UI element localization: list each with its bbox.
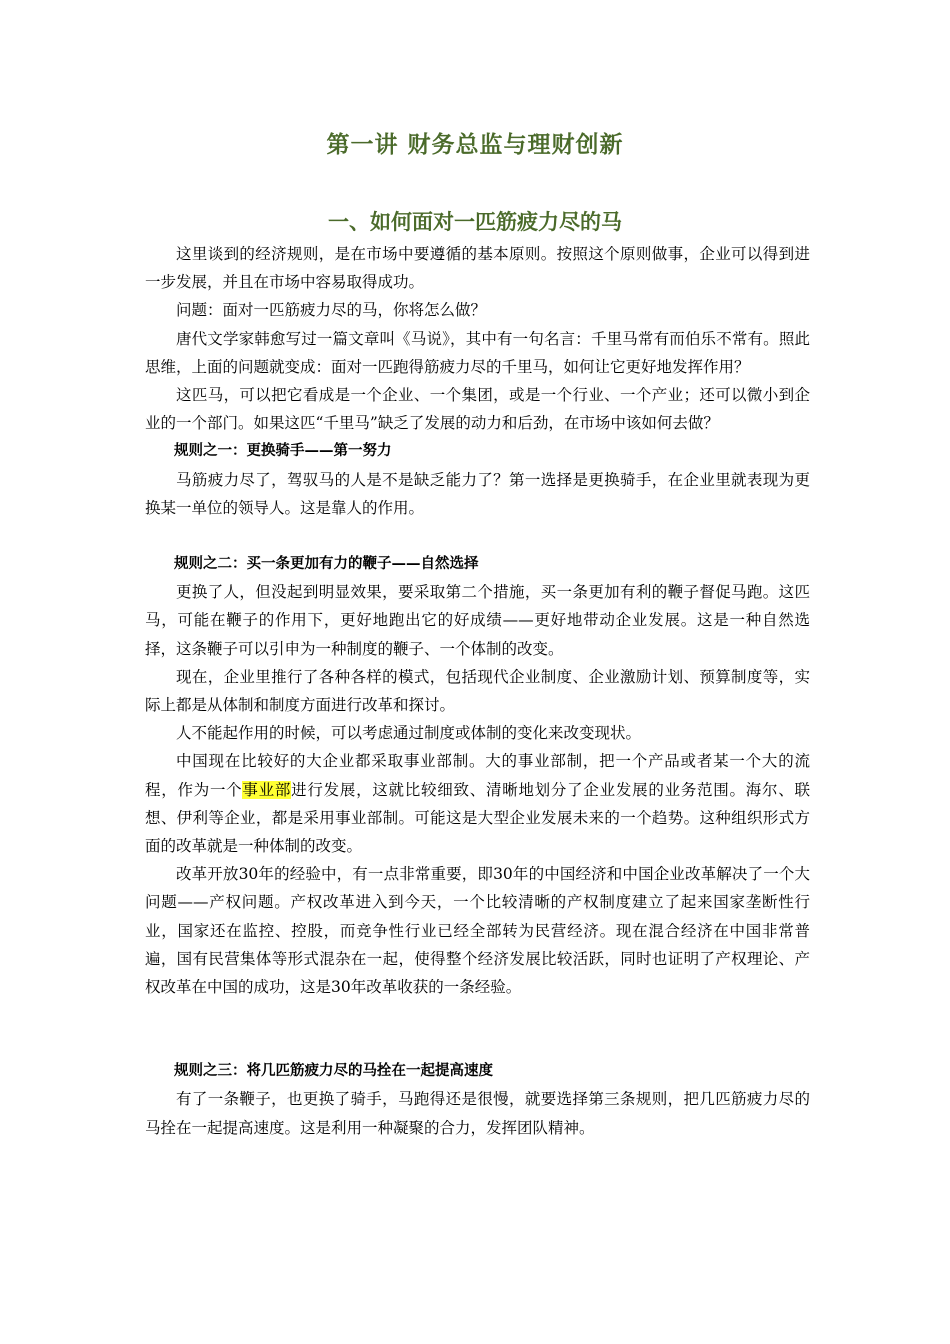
rule-heading-2: 规则之二：买一条更加有力的鞭子——自然选择 xyxy=(174,556,479,573)
paragraph: 人不能起作用的时候，可以考虑通过制度或体制的变化来改变现状。 xyxy=(176,724,642,743)
paragraph: 这匹马，可以把它看成是一个企业、一个集团，或是一个行业、一个产业；还可以微小到企业的一个部门。如果这匹“千里马”缺乏了发展的动力和后劲，在市场中该如何去做？ xyxy=(145,386,810,433)
paragraph: 马筋疲力尽了，驾驭马的人是不是缺乏能力了？第一选择是更换骑手，在企业里就表现为更换某一单位的领导人。这是靠人的作用。 xyxy=(145,470,810,517)
paragraph: 改革开放30年的经验中，有一点非常重要，即30年的中国经济和中国企业改革解决了一个大问题——产权问题。产权改革进入到今天，一个比较清晰的产权制度建立了起来国家垄断性行业，国家还在监控、控股，而竞争性行业已经全部转为民营经济。现在混合经济在中国非常普遍，国有民营集体等形式混杂在一起，使得整个经济发展比较活跃，同时也证明了产权理论、产权改革在中国的成功，这是30年改革收获的一条经验。 xyxy=(145,865,810,997)
section-heading: 一、如何面对一匹筋疲力尽的马 xyxy=(328,210,622,234)
document-title: 第一讲 财务总监与理财创新 xyxy=(326,132,624,158)
paragraph xyxy=(145,747,810,860)
paragraph: 唐代文学家韩愈写过一篇文章叫《马说》，其中有一句名言：千里马常有而伯乐不常有。照此思维，上面的问题就变成：面对一匹跑得筋疲力尽的千里马，如何让它更好地发挥作用？ xyxy=(145,329,810,376)
paragraph: 有了一条鞭子，也更换了骑手，马跑得还是很慢，就要选择第三条规则，把几匹筋疲力尽的马拴在一起提高速度。这是利用一种凝聚的合力，发挥团队精神。 xyxy=(145,1090,810,1137)
paragraph-text: 中国现在比较好的大企业都采取事业部制。大的事业部制，把一个产品或者某一个大的流程，作为一个 xyxy=(145,752,810,799)
spacer xyxy=(145,1001,810,1057)
document-body xyxy=(145,240,810,1142)
paragraph-text: 进行发展，这就比较细致、清晰地划分了企业发展的业务范围。海尔、联想、伊利等企业，都是采用事业部制。可能这是大型企业发展未来的一个趋势。这种组织形式方面的改革就是一种体制的改变。 xyxy=(145,780,810,856)
paragraph: 问题：面对一匹筋疲力尽的马，你将怎么做？ xyxy=(176,301,487,320)
paragraph: 现在，企业里推行了各种各样的模式，包括现代企业制度、企业激励计划、预算制度等，实际上都是从体制和制度方面进行改革和探讨。 xyxy=(145,667,810,715)
rule-heading-1: 规则之一：更换骑手——第一努力 xyxy=(174,443,392,460)
highlighted-term: 事业部 xyxy=(242,780,292,799)
paragraph: 更换了人，但没起到明显效果，要采取第二个措施，买一条更加有利的鞭子督促马跑。这匹马，可能在鞭子的作用下，更好地跑出它的好成绩——更好地带动企业发展。这是一种自然选择，这条鞭子可以引申为一种制度的鞭子、一个体制的改变。 xyxy=(145,583,810,658)
paragraph: 这里谈到的经济规则，是在市场中要遵循的基本原则。按照这个原则做事，企业可以得到进一步发展，并且在市场中容易取得成功。 xyxy=(145,245,810,292)
rule-heading-3: 规则之三：将几匹筋疲力尽的马拴在一起提高速度 xyxy=(174,1063,493,1080)
spacer xyxy=(145,522,810,550)
